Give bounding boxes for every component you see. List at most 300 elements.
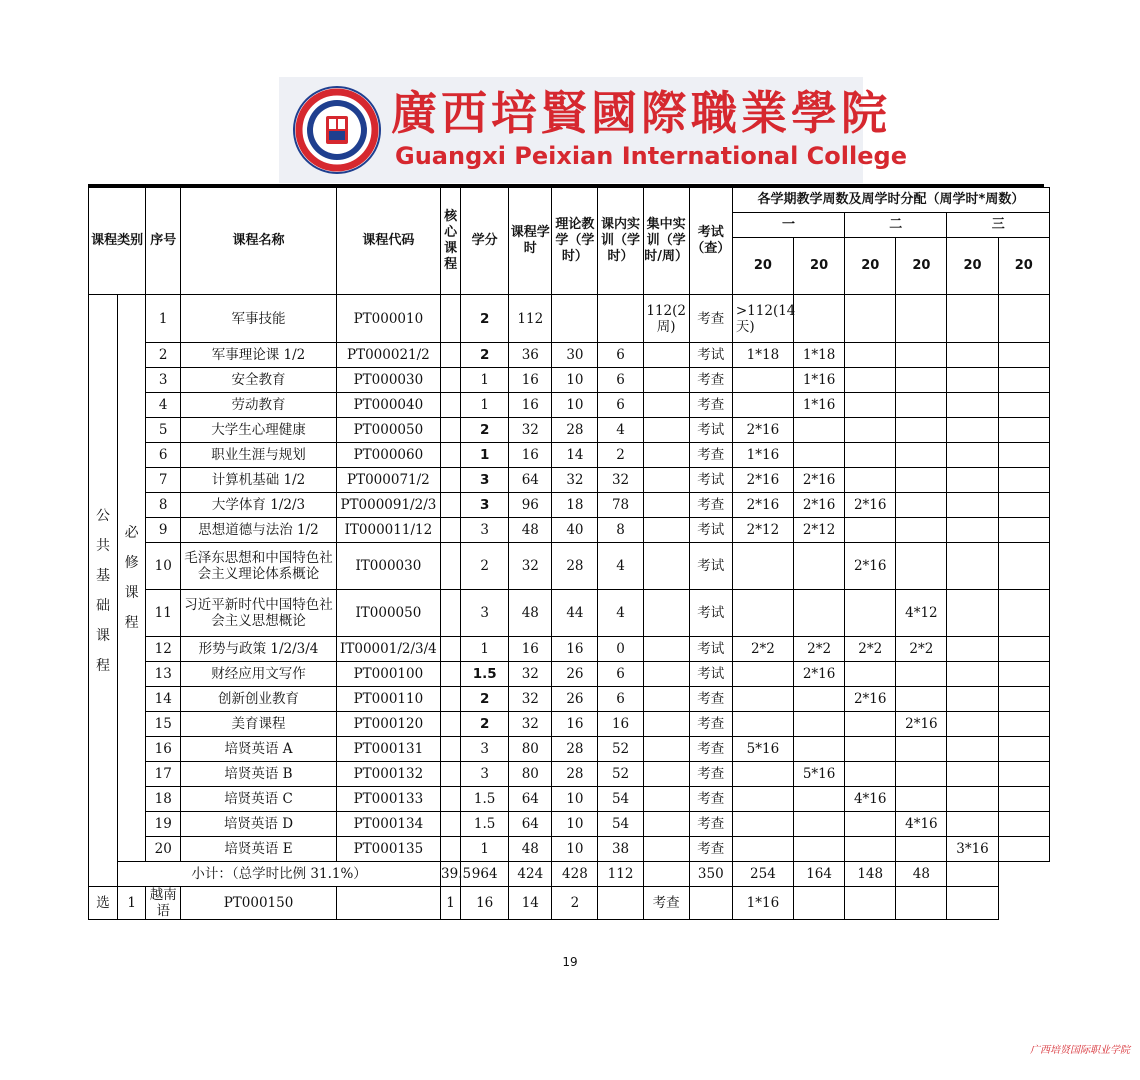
table-cell: 考查 [689,368,732,393]
table-cell [845,812,896,837]
table-cell: PT000050 [336,418,440,443]
table-cell: 培贤英语 E [181,837,336,862]
table-cell: 17 [146,762,181,787]
table-cell: 形势与政策 1/2/3/4 [181,637,336,662]
header-weeks: 20 [845,238,896,295]
table-cell [643,543,689,590]
table-cell [947,687,998,712]
table-cell [794,443,845,468]
subtotal-cell: 254 [732,862,793,887]
table-cell: 2 [461,295,509,343]
table-cell [998,687,1049,712]
table-cell [441,518,461,543]
table-cell: 16 [552,712,598,737]
header-code: 课程代码 [336,188,440,295]
table-row [89,368,1050,393]
table-cell [947,468,998,493]
header-credit: 学分 [461,188,509,295]
table-row [89,295,1050,343]
table-cell [441,662,461,687]
table-cell: 2*12 [794,518,845,543]
table-cell: 10 [552,837,598,862]
table-cell: 考试 [689,590,732,637]
table-cell: 2*16 [896,712,947,737]
table-cell: 考试 [689,543,732,590]
header-weeks: 20 [732,238,793,295]
table-row [89,393,1050,418]
table-cell: 考查 [689,393,732,418]
table-cell: 16 [146,737,181,762]
table-cell [947,393,998,418]
table-cell [998,787,1049,812]
table-row [89,468,1050,493]
table-cell: 考查 [689,762,732,787]
table-cell: 4*12 [896,590,947,637]
subtotal-cell: 424 [509,862,552,887]
table-cell: PT000040 [336,393,440,418]
table-cell: PT000091/2/3 [336,493,440,518]
table-cell: 54 [598,812,643,837]
table-cell: 18 [146,787,181,812]
table-cell: 2*16 [794,468,845,493]
table-cell: 6 [598,393,643,418]
table-cell [998,712,1049,737]
table-cell: 大学生心理健康 [181,418,336,443]
table-cell: 思想道德与法治 1/2 [181,518,336,543]
header-semester-title: 各学期教学周数及周学时分配（周学时*周数） [732,188,1049,213]
table-cell: 32 [509,712,552,737]
table-cell [947,368,998,393]
table-cell: 考查 [689,443,732,468]
table-cell: 培贤英语 A [181,737,336,762]
table-cell [441,762,461,787]
table-cell [794,590,845,637]
table-cell [998,518,1049,543]
table-cell: 考查 [689,493,732,518]
table-cell [643,368,689,393]
table-cell: 3*16 [947,837,998,862]
table-cell: 考查 [643,887,689,920]
table-cell: 6 [598,343,643,368]
table-cell: 28 [552,418,598,443]
table-cell [689,887,732,920]
table-cell: 2 [461,543,509,590]
table-cell: 20 [146,837,181,862]
table-cell: 10 [552,393,598,418]
table-cell: 考试 [689,518,732,543]
table-cell [998,812,1049,837]
vertical-char: 程 [96,657,111,674]
table-cell: 26 [552,687,598,712]
table-cell [441,787,461,812]
table-cell: 44 [552,590,598,637]
header-core: 核心课程 [441,188,461,295]
table-cell [552,295,598,343]
table-cell [441,837,461,862]
table-cell [732,393,793,418]
table-cell [794,687,845,712]
table-cell [896,468,947,493]
table-cell [845,343,896,368]
table-cell [643,518,689,543]
table-cell [845,518,896,543]
table-cell [643,443,689,468]
table-cell: 考试 [689,343,732,368]
table-cell [643,418,689,443]
table-cell: 考查 [689,295,732,343]
table-cell: 4 [146,393,181,418]
table-cell [947,887,998,920]
table-cell: 考试 [689,418,732,443]
table-cell: PT000060 [336,443,440,468]
table-cell [998,762,1049,787]
table-cell [732,543,793,590]
table-cell [794,887,845,920]
subtotal-cell: 148 [845,862,896,887]
table-cell: 16 [509,637,552,662]
table-cell: 2*12 [732,518,793,543]
table-cell: 1 [118,887,146,920]
table-cell: 习近平新时代中国特色社会主义思想概论 [181,590,336,637]
table-cell: 6 [598,687,643,712]
header-weeks: 20 [947,238,998,295]
header-exam: 考试（查） [689,188,732,295]
table-cell [998,368,1049,393]
header-practice: 课内实训（学时） [598,188,643,295]
table-cell: 考查 [689,837,732,862]
table-cell: 美育课程 [181,712,336,737]
table-cell: PT000110 [336,687,440,712]
table-cell [643,687,689,712]
table-cell: 28 [552,762,598,787]
table-cell [598,887,643,920]
table-cell: 4 [598,418,643,443]
table-row [89,762,1050,787]
table-cell [732,662,793,687]
table-cell: 48 [509,518,552,543]
table-cell [896,393,947,418]
subtotal-row [89,862,1050,887]
table-cell: 1*16 [732,887,793,920]
vertical-char: 公 [96,507,111,524]
table-cell: PT000100 [336,662,440,687]
table-cell [896,418,947,443]
table-cell [598,295,643,343]
table-cell: 考查 [689,737,732,762]
table-cell [732,712,793,737]
table-cell: 1 [441,887,461,920]
table-cell [947,762,998,787]
table-cell: 安全教育 [181,368,336,393]
subtotal-cell [947,862,998,887]
table-cell: 48 [509,837,552,862]
table-cell [441,712,461,737]
table-cell [441,468,461,493]
table-cell: 32 [552,468,598,493]
table-cell [441,637,461,662]
table-cell [794,837,845,862]
table-cell [998,295,1049,343]
table-cell: 2 [146,343,181,368]
subtotal-cell: 428 [552,862,598,887]
table-cell: 6 [598,662,643,687]
table-cell [896,295,947,343]
table-cell: PT000135 [336,837,440,862]
table-cell [896,518,947,543]
table-cell [845,737,896,762]
table-cell: IT000050 [336,590,440,637]
table-cell: 军事技能 [181,295,336,343]
table-cell [845,393,896,418]
page-number: 19 [562,955,578,969]
table-cell: PT000132 [336,762,440,787]
table-cell [845,762,896,787]
subtotal-cell: 39.5 [441,862,461,887]
table-cell: 2 [552,887,598,920]
subtotal-cell: 964 [461,862,509,887]
table-cell: 2*2 [732,637,793,662]
table-cell: 2*16 [794,493,845,518]
table-row [89,543,1050,590]
table-cell [845,887,896,920]
table-cell [998,393,1049,418]
table-cell [998,493,1049,518]
table-cell: 64 [509,787,552,812]
table-cell: 96 [509,493,552,518]
header-seq: 序号 [146,188,181,295]
table-cell [441,812,461,837]
table-cell: 4 [598,590,643,637]
table-cell [896,787,947,812]
table-cell [845,712,896,737]
table-cell [947,787,998,812]
table-cell: 1*16 [794,393,845,418]
table-cell [732,837,793,862]
table-cell [947,590,998,637]
table-cell [794,543,845,590]
table-cell: 2*2 [845,637,896,662]
table-row [89,418,1050,443]
table-cell [896,343,947,368]
table-cell [998,637,1049,662]
table-cell [794,712,845,737]
college-name-chinese: 廣西培賢國際職業學院 [391,86,891,140]
table-cell: 7 [146,468,181,493]
table-cell: 2*16 [845,687,896,712]
table-cell [845,468,896,493]
college-banner [279,77,907,183]
header-weeks: 20 [998,238,1049,295]
table-cell: 1*18 [732,343,793,368]
table-cell: 财经应用文写作 [181,662,336,687]
table-cell: 0 [598,637,643,662]
vertical-char: 础 [96,597,111,614]
subgroup-required-label [118,295,146,862]
table-cell: 1*16 [794,368,845,393]
table-cell: 32 [509,543,552,590]
table-cell [947,812,998,837]
table-cell [896,443,947,468]
table-cell: 32 [598,468,643,493]
header-weeks: 20 [794,238,845,295]
table-cell: 2 [461,418,509,443]
table-cell: 3 [461,468,509,493]
table-cell [441,295,461,343]
vertical-char: 课 [96,627,111,644]
table-cell [643,662,689,687]
table-cell: 80 [509,737,552,762]
table-cell: 培贤英语 C [181,787,336,812]
college-name-english: Guangxi Peixian International College [395,142,907,170]
table-cell: 26 [552,662,598,687]
table-cell: 2*16 [845,543,896,590]
table-row [89,737,1050,762]
table-cell: 1.5 [461,662,509,687]
table-cell: 11 [146,590,181,637]
header-year: 三 [947,213,1050,238]
header-category: 课程类别 [89,188,146,295]
table-cell: 1*16 [732,443,793,468]
subtotal-label: 小计：（总学时比例 31.1%） [118,862,441,887]
header-name: 课程名称 [181,188,336,295]
curriculum-table [88,187,1050,920]
table-cell [845,590,896,637]
table-cell: 10 [552,368,598,393]
table-cell: 2 [598,443,643,468]
table-cell [998,468,1049,493]
header-theory: 理论教学（学时） [552,188,598,295]
table-cell: 培贤英语 B [181,762,336,787]
table-cell: 1 [461,637,509,662]
table-cell: 大学体育 1/2/3 [181,493,336,518]
table-cell: 1 [461,837,509,862]
table-row [89,443,1050,468]
table-cell: 52 [598,762,643,787]
vertical-char: 共 [96,537,111,554]
table-cell [947,518,998,543]
table-cell [998,343,1049,368]
table-cell: 1 [461,393,509,418]
table-cell: 15 [146,712,181,737]
table-cell [441,418,461,443]
table-cell [732,812,793,837]
table-cell [794,418,845,443]
table-cell: IT000030 [336,543,440,590]
table-cell: 78 [598,493,643,518]
table-cell [794,295,845,343]
table-cell [896,368,947,393]
table-cell [643,590,689,637]
table-cell: 2*16 [845,493,896,518]
table-cell: 5*16 [794,762,845,787]
table-row [89,712,1050,737]
table-cell: 毛泽东思想和中国特色社会主义理论体系概论 [181,543,336,590]
table-row [89,787,1050,812]
table-cell [643,812,689,837]
table-cell: 16 [598,712,643,737]
table-cell [643,712,689,737]
header-year: 一 [732,213,844,238]
table-cell: 4*16 [896,812,947,837]
table-cell [845,662,896,687]
table-cell [998,590,1049,637]
table-cell: 28 [552,737,598,762]
table-cell [947,343,998,368]
table-cell: 3 [461,590,509,637]
table-cell: 3 [461,493,509,518]
table-cell: 2*16 [794,662,845,687]
table-cell: 54 [598,787,643,812]
group-label [89,295,118,887]
table-cell [845,837,896,862]
vertical-char: 课 [124,585,139,601]
table-cell: 64 [509,812,552,837]
header-weeks: 20 [896,238,947,295]
table-cell [441,343,461,368]
table-cell: 30 [552,343,598,368]
table-cell: 9 [146,518,181,543]
table-cell [896,762,947,787]
table-cell: PT000010 [336,295,440,343]
table-cell [643,393,689,418]
table-cell [643,737,689,762]
table-cell [845,418,896,443]
vertical-char: 程 [124,615,139,631]
table-cell [947,493,998,518]
table-cell: PT000150 [181,887,336,920]
table-cell: 48 [509,590,552,637]
table-cell [643,493,689,518]
table-cell: 考查 [689,812,732,837]
table-cell [441,443,461,468]
table-cell: 1 [146,295,181,343]
table-cell [947,418,998,443]
table-cell [794,812,845,837]
table-cell [732,590,793,637]
table-cell [441,493,461,518]
table-cell: 32 [509,418,552,443]
table-cell: 8 [146,493,181,518]
table-cell: 考查 [689,687,732,712]
table-cell: 2 [461,687,509,712]
table-cell [643,762,689,787]
table-cell [643,637,689,662]
table-cell: 14 [552,443,598,468]
table-cell: 5 [146,418,181,443]
vertical-char: 修 [124,555,139,571]
table-cell: 19 [146,812,181,837]
table-cell: 1 [461,443,509,468]
table-cell: 2 [461,712,509,737]
table-cell: 3 [461,762,509,787]
subtotal-cell: 112 [598,862,643,887]
table-cell: 18 [552,493,598,518]
table-cell: 10 [552,812,598,837]
table-cell [794,787,845,812]
table-cell [336,887,440,920]
table-cell [947,712,998,737]
table-cell [732,368,793,393]
table-cell: 112(2周) [643,295,689,343]
subtotal-cell: 164 [794,862,845,887]
table-cell: 3 [461,518,509,543]
table-cell: 38 [598,837,643,862]
vertical-char: 基 [96,567,111,584]
table-cell: >112(14天) [732,295,793,343]
table-cell: 32 [509,687,552,712]
table-cell: 1 [461,368,509,393]
table-cell: PT000131 [336,737,440,762]
